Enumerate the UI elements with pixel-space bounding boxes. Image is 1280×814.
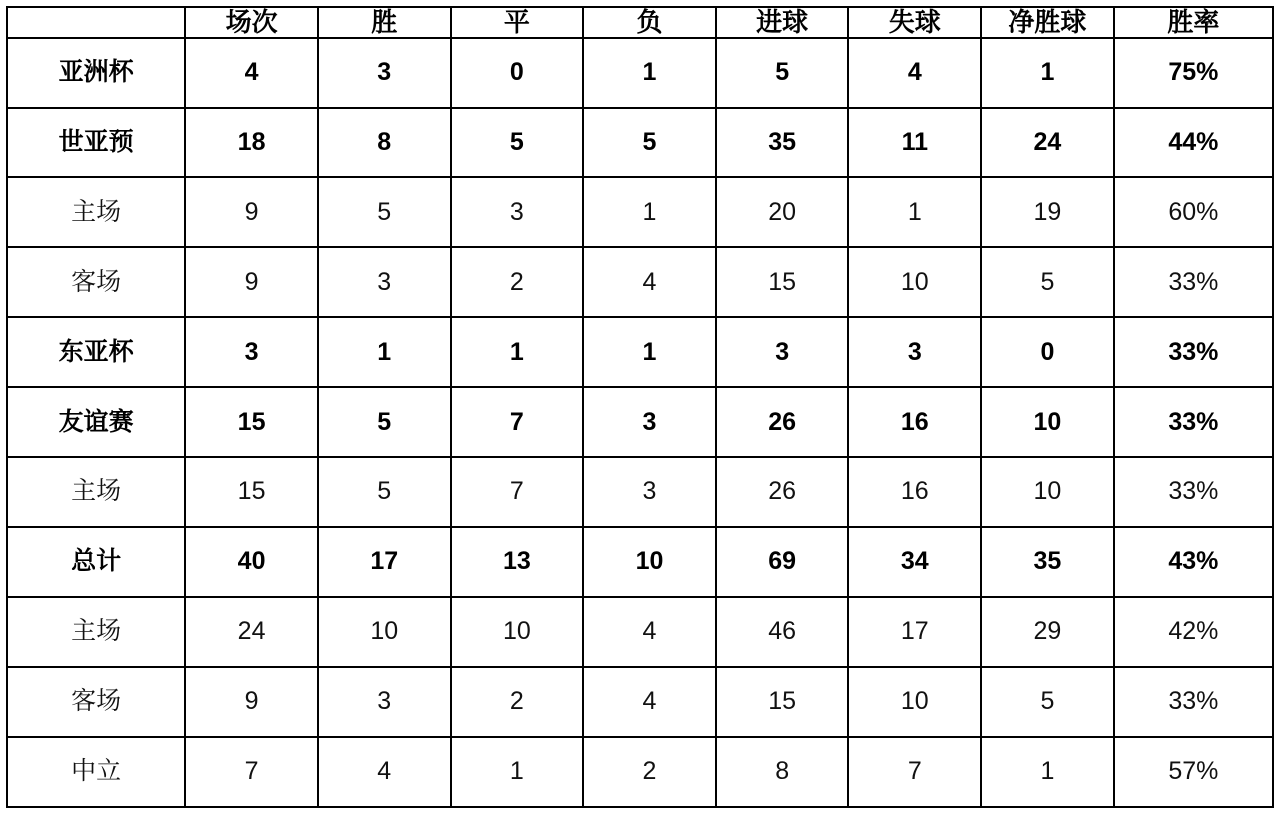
- table-cell: 29: [981, 597, 1114, 667]
- table-cell: 10: [848, 247, 981, 317]
- table-cell: 10: [451, 597, 584, 667]
- row-label: 世亚预: [7, 108, 185, 178]
- table-cell: 5: [318, 177, 451, 247]
- row-label: 亚洲杯: [7, 38, 185, 108]
- table-cell: 3: [451, 177, 584, 247]
- table-cell: 26: [716, 387, 849, 457]
- table-cell: 2: [451, 667, 584, 737]
- table-cell: 5: [716, 38, 849, 108]
- table-cell: 4: [318, 737, 451, 807]
- table-cell: 17: [318, 527, 451, 597]
- table-cell: 4: [185, 38, 318, 108]
- row-label: 主场: [7, 177, 185, 247]
- table-cell: 11: [848, 108, 981, 178]
- table-cell: 2: [451, 247, 584, 317]
- table-cell: 9: [185, 667, 318, 737]
- table-cell: 3: [583, 457, 716, 527]
- table-cell: 15: [716, 667, 849, 737]
- row-label: 客场: [7, 247, 185, 317]
- table-cell: 46: [716, 597, 849, 667]
- table-cell: 69: [716, 527, 849, 597]
- header-draws: 平: [451, 7, 584, 38]
- table-cell: 17: [848, 597, 981, 667]
- table-cell: 33%: [1114, 667, 1273, 737]
- table-cell: 3: [318, 667, 451, 737]
- table-cell: 18: [185, 108, 318, 178]
- table-row: [7, 737, 1273, 807]
- table-cell: 5: [981, 667, 1114, 737]
- table-cell: 16: [848, 387, 981, 457]
- table-cell: 26: [716, 457, 849, 527]
- table-cell: 10: [583, 527, 716, 597]
- table-cell: 1: [848, 177, 981, 247]
- header-goal-diff: 净胜球: [981, 7, 1114, 38]
- row-label: 中立: [7, 737, 185, 807]
- table-cell: 8: [716, 737, 849, 807]
- table-cell: 8: [318, 108, 451, 178]
- table-cell: 33%: [1114, 317, 1273, 387]
- table-cell: 3: [185, 317, 318, 387]
- table-cell: 1: [981, 737, 1114, 807]
- table-cell: 57%: [1114, 737, 1273, 807]
- table-cell: 75%: [1114, 38, 1273, 108]
- table-cell: 33%: [1114, 247, 1273, 317]
- table-cell: 1: [981, 38, 1114, 108]
- table-row: [7, 387, 1273, 457]
- table-cell: 1: [451, 317, 584, 387]
- table-cell: 10: [318, 597, 451, 667]
- table-cell: 3: [848, 317, 981, 387]
- table-cell: 1: [583, 177, 716, 247]
- table-cell: 34: [848, 527, 981, 597]
- table-row: [7, 177, 1273, 247]
- table-cell: 42%: [1114, 597, 1273, 667]
- table-cell: 5: [318, 457, 451, 527]
- table-cell: 5: [318, 387, 451, 457]
- table-cell: 7: [185, 737, 318, 807]
- header-wins: 胜: [318, 7, 451, 38]
- table-cell: 2: [583, 737, 716, 807]
- table-cell: 15: [185, 387, 318, 457]
- table-row: [7, 457, 1273, 527]
- table-cell: 10: [848, 667, 981, 737]
- table-row: [7, 667, 1273, 737]
- table-cell: 4: [848, 38, 981, 108]
- table-cell: 35: [981, 527, 1114, 597]
- table-cell: 5: [981, 247, 1114, 317]
- table-cell: 3: [318, 247, 451, 317]
- table-cell: 0: [981, 317, 1114, 387]
- table-cell: 10: [981, 387, 1114, 457]
- table-cell: 15: [716, 247, 849, 317]
- table-cell: 24: [185, 597, 318, 667]
- table-cell: 24: [981, 108, 1114, 178]
- table-cell: 3: [716, 317, 849, 387]
- header-corner: [7, 7, 185, 38]
- competition-stats-table: [6, 6, 1274, 808]
- table-cell: 7: [451, 457, 584, 527]
- table-cell: 1: [318, 317, 451, 387]
- table-cell: 16: [848, 457, 981, 527]
- table-row: [7, 247, 1273, 317]
- table-cell: 60%: [1114, 177, 1273, 247]
- row-label: 东亚杯: [7, 317, 185, 387]
- table-cell: 4: [583, 247, 716, 317]
- table-cell: 19: [981, 177, 1114, 247]
- table-cell: 3: [583, 387, 716, 457]
- table-cell: 1: [451, 737, 584, 807]
- table-cell: 5: [583, 108, 716, 178]
- table-cell: 3: [318, 38, 451, 108]
- table-row: [7, 597, 1273, 667]
- table-cell: 9: [185, 177, 318, 247]
- header-matches: 场次: [185, 7, 318, 38]
- table-cell: 35: [716, 108, 849, 178]
- table-cell: 1: [583, 317, 716, 387]
- table-cell: 10: [981, 457, 1114, 527]
- row-label: 客场: [7, 667, 185, 737]
- table-cell: 4: [583, 667, 716, 737]
- table-row: [7, 527, 1273, 597]
- table-cell: 15: [185, 457, 318, 527]
- table-cell: 43%: [1114, 527, 1273, 597]
- row-label: 总计: [7, 527, 185, 597]
- table-cell: 20: [716, 177, 849, 247]
- table-row: [7, 38, 1273, 108]
- table-row: [7, 108, 1273, 178]
- table-cell: 0: [451, 38, 584, 108]
- table-cell: 13: [451, 527, 584, 597]
- header-losses: 负: [583, 7, 716, 38]
- table-cell: 7: [451, 387, 584, 457]
- header-row: [7, 7, 1273, 38]
- table-cell: 9: [185, 247, 318, 317]
- table-cell: 44%: [1114, 108, 1273, 178]
- table-row: [7, 317, 1273, 387]
- row-label: 主场: [7, 597, 185, 667]
- table-cell: 5: [451, 108, 584, 178]
- header-goals-for: 进球: [716, 7, 849, 38]
- table-header: [7, 7, 1273, 38]
- table-cell: 1: [583, 38, 716, 108]
- table-cell: 33%: [1114, 457, 1273, 527]
- table-body: [7, 38, 1273, 807]
- row-label: 主场: [7, 457, 185, 527]
- header-goals-against: 失球: [848, 7, 981, 38]
- table-cell: 40: [185, 527, 318, 597]
- row-label: 友谊赛: [7, 387, 185, 457]
- table-cell: 4: [583, 597, 716, 667]
- header-win-rate: 胜率: [1114, 7, 1273, 38]
- table-cell: 7: [848, 737, 981, 807]
- table-cell: 33%: [1114, 387, 1273, 457]
